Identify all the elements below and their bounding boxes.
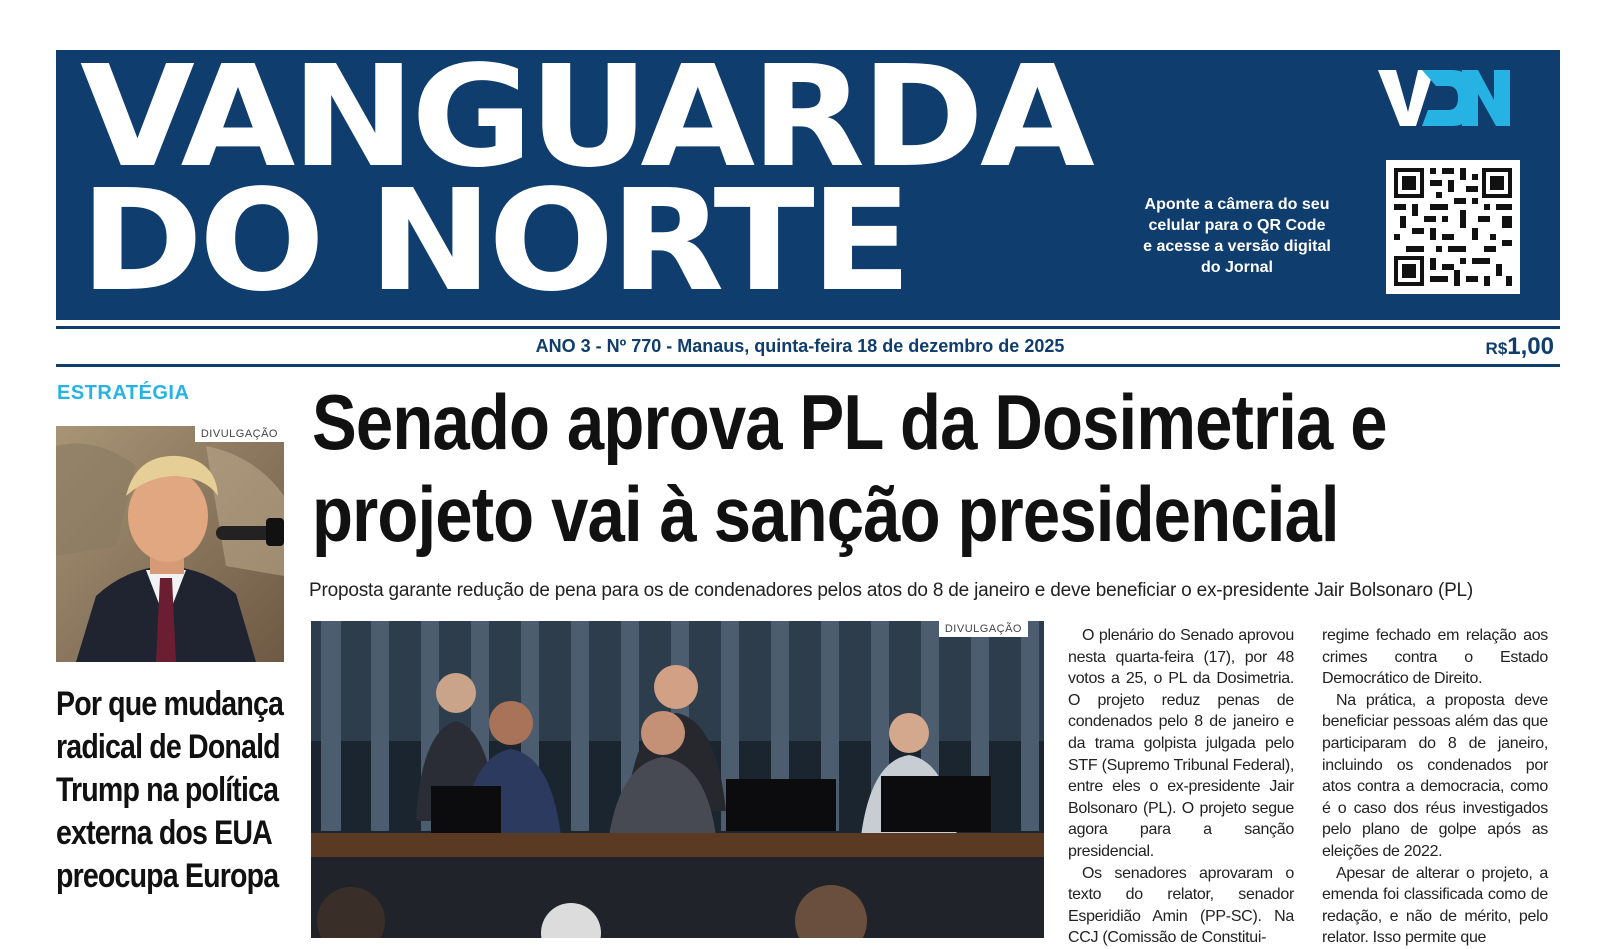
article-paragraph: regime fechado em relação aos crimes contra o Estado Democrático de Direito. <box>1322 627 1548 688</box>
trump-photo-image <box>56 426 284 662</box>
photo-credit: DIVULGAÇÃO <box>939 621 1028 637</box>
dateline: ANO 3 - Nº 770 - Manaus, quinta-feira 18 de dezembro de 2025 <box>535 336 1065 356</box>
senate-photo[interactable] <box>311 621 1044 938</box>
masthead <box>56 36 1560 323</box>
story-deck: Proposta garante redução de pena para os de condenadores pelos atos do 8 de janeiro e deve beneficiar o ex-presidente Jair Bolsonaro (PL) <box>309 580 1474 601</box>
price-value: 1,00 <box>1507 333 1554 360</box>
newspaper-title <box>80 36 1091 323</box>
trump-photo[interactable] <box>56 426 284 662</box>
article-column-1 <box>1068 625 1294 949</box>
main-headline[interactable] <box>312 376 1413 560</box>
headline-line-2: projeto vai à sanção presidencial <box>312 470 1339 558</box>
price-currency: R$ <box>1485 339 1508 358</box>
title-line-2: DO NORTE <box>80 160 908 323</box>
section-label[interactable]: ESTRATÉGIA <box>57 382 190 404</box>
photo-credit: DIVULGAÇÃO <box>195 426 284 442</box>
article-paragraph: Apesar de alterar o projeto, a emenda foi classificada como de redação, e não de mérito, pelo relator. Isso permite que <box>1322 864 1548 947</box>
top-rule <box>56 326 1560 329</box>
sidebar-headline[interactable]: Por que mudança radical de Donald Trump na política externa dos EUA preocupa Europa <box>56 685 284 895</box>
headline-line-1: Senado aprova PL da Dosimetria e <box>312 378 1387 466</box>
article-paragraph: Os senadores aprovaram o texto do relator, senador Esperidião Amin (PP-SC). Na CCJ (Comissão de Constitui- <box>1068 864 1294 947</box>
qr-caption: Aponte a câmera do seu celular para o QR Code e acesse a versão digital do Jornal <box>1143 196 1331 276</box>
vdn-logo <box>1378 66 1512 130</box>
title-line-1: VANGUARDA <box>80 36 1091 199</box>
article-paragraph: O plenário do Senado aprovou nesta quarta-feira (17), por 48 votos a 25, o PL da Dosimetria. O projeto reduz penas de condenados pelo 8 de janeiro e da trama golpista julgada pelo STF (Supremo Tribunal Federal), entre eles o ex-presidente Jair Bolsonaro (PL). O projeto segue agora para a sanção presidencial. <box>1068 627 1294 860</box>
qr-code-icon[interactable] <box>1386 160 1520 294</box>
price <box>1486 333 1554 361</box>
senate-photo-image <box>311 621 1044 938</box>
article-column-2 <box>1322 625 1548 949</box>
article-paragraph: Na prática, a proposta deve beneficiar pessoas além das que participaram do 8 de janeiro, incluindo os condenados por atos contra a democracia, como é o caso dos réus investigados pelo plano de golpe após as eleições de 2022. <box>1322 691 1548 860</box>
bottom-rule <box>56 364 1560 367</box>
